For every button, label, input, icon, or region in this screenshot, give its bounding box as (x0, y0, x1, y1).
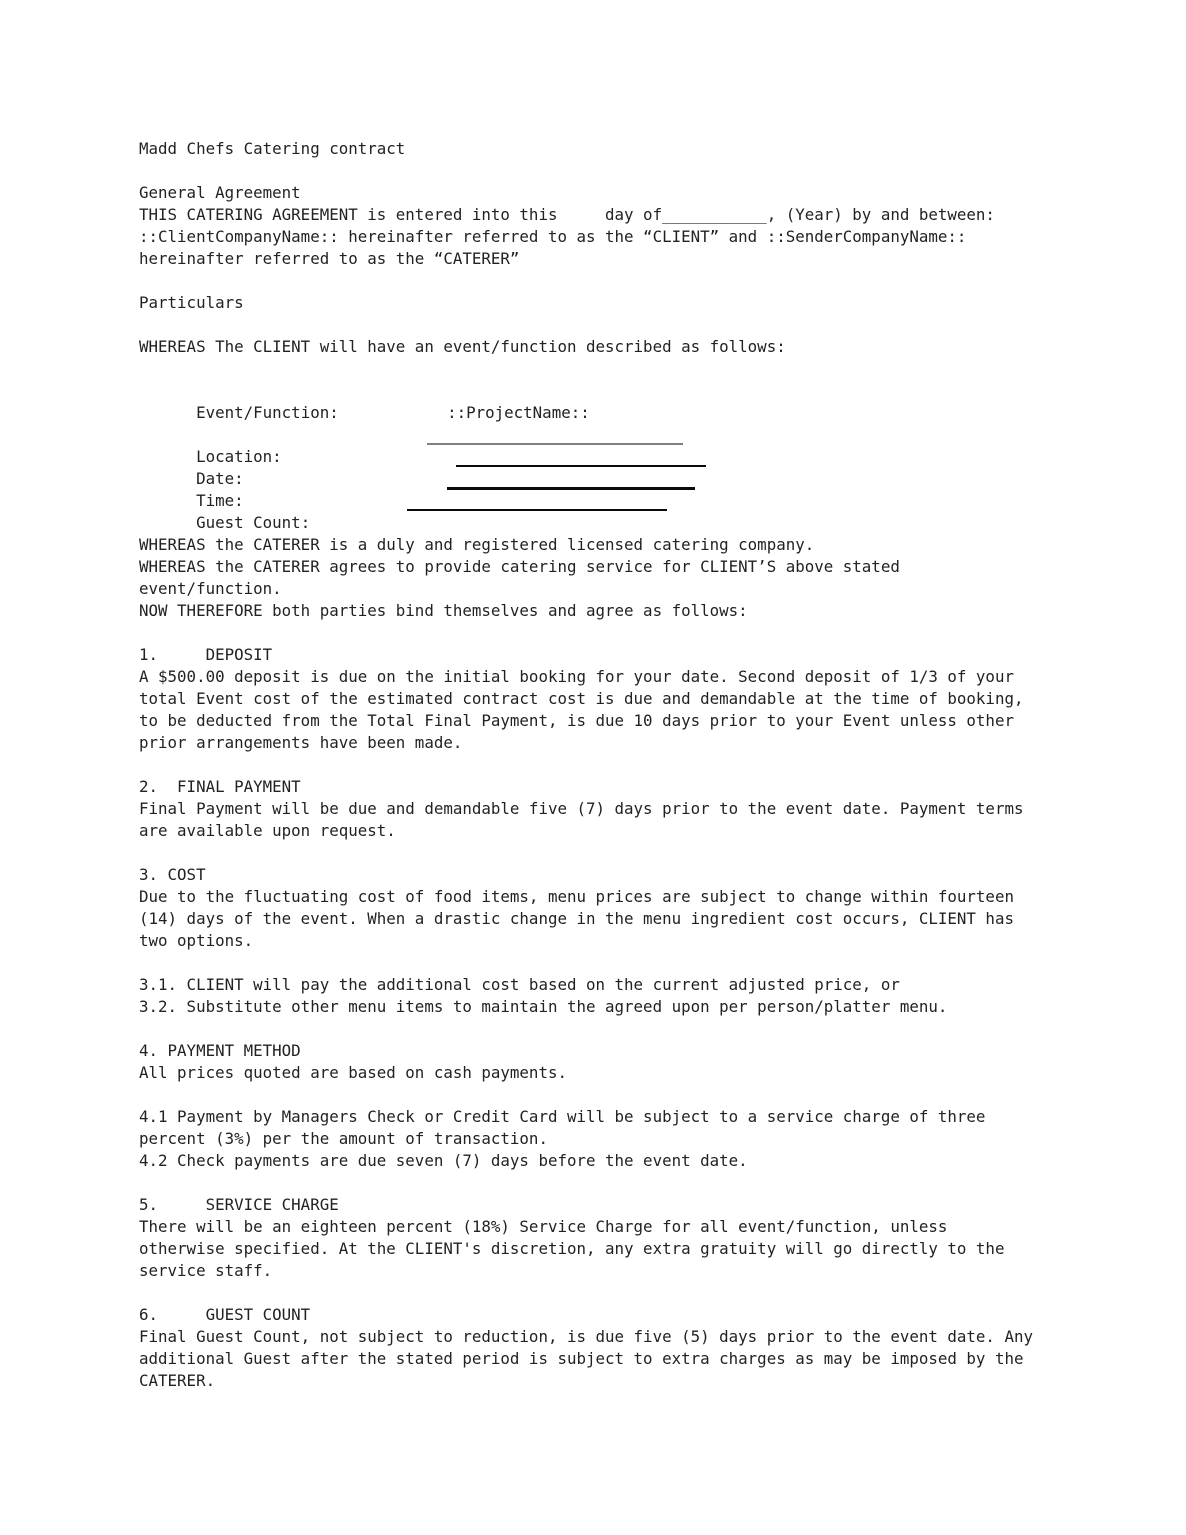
field-guest-count (139, 490, 1079, 532)
paragraph-line: two options. (139, 931, 254, 950)
general-agreement-heading: General Agreement (139, 183, 301, 202)
section-1-heading: 1. DEPOSIT (139, 645, 273, 664)
subclause-line: 4.1 Payment by Managers Check or Credit Card will be subject to a service charge of three (139, 1107, 986, 1126)
paragraph-line: to be deducted from the Total Final Payment, is due 10 days prior to your Event unless other (139, 711, 1014, 730)
event-function-label: Event/Function: (196, 403, 339, 422)
field-label: Time: (196, 491, 244, 510)
subclause-line: 3.2. Substitute other menu items to maintain the agreed upon per person/platter menu. (139, 997, 948, 1016)
blank-line (139, 1172, 1079, 1194)
subclause-line: 4.2 Check payments are due seven (7) days before the event date. (139, 1151, 748, 1170)
paragraph-line: THIS CATERING AGREEMENT is entered into this day of___________, (Year) by and between: (139, 205, 995, 224)
section-2-heading: 2. FINAL PAYMENT (139, 777, 301, 796)
field-label: Guest Count: (196, 513, 311, 532)
paragraph-line: Final Payment will be due and demandable five (7) days prior to the event date. Payment terms (139, 799, 1024, 818)
paragraph-line: prior arrangements have been made. (139, 733, 463, 752)
paragraph-line: service staff. (139, 1261, 273, 1280)
whereas-intro-line: WHEREAS The CLIENT will have an event/function described as follows: (139, 337, 786, 356)
subclause-line: percent (3%) per the amount of transaction. (139, 1129, 548, 1148)
blank-line (139, 952, 1079, 974)
particulars-heading: Particulars (139, 293, 244, 312)
blank-line (139, 1018, 1079, 1040)
paragraph-line: otherwise specified. At the CLIENT's discretion, any extra gratuity will go directly to the (139, 1239, 1005, 1258)
paragraph-line: Final Guest Count, not subject to reduction, is due five (5) days prior to the event date. Any (139, 1327, 1033, 1346)
whereas-line: event/function. (139, 579, 282, 598)
blank-line (139, 160, 1079, 182)
paragraph-line: additional Guest after the stated period is subject to extra charges as may be imposed by the (139, 1349, 1024, 1368)
whereas-line: WHEREAS the CATERER is a duly and registered licensed catering company. (139, 535, 815, 554)
paragraph-line: (14) days of the event. When a drastic change in the menu ingredient cost occurs, CLIENT has (139, 909, 1014, 928)
paragraph-line: CATERER. (139, 1371, 216, 1390)
whereas-line: NOW THEREFORE both parties bind themselves and agree as follows: (139, 601, 748, 620)
event-function-row (139, 380, 1079, 422)
blank-line (139, 270, 1079, 292)
blank-line (139, 1084, 1079, 1106)
blank-line (139, 842, 1079, 864)
field-label: Location: (196, 447, 282, 466)
blank-line (139, 622, 1079, 644)
section-3-heading: 3. COST (139, 865, 206, 884)
section-6-heading: 6. GUEST COUNT (139, 1305, 311, 1324)
blank-line (139, 314, 1079, 336)
field-label: Date: (196, 469, 244, 488)
paragraph-line: A $500.00 deposit is due on the initial booking for your date. Second deposit of 1/3 of your (139, 667, 1014, 686)
paragraph-line: Due to the fluctuating cost of food items, menu prices are subject to change within fourteen (139, 887, 1014, 906)
paragraph-line: There will be an eighteen percent (18%) Service Charge for all event/function, unless (139, 1217, 948, 1236)
subclause-line: 3.1. CLIENT will pay the additional cost based on the current adjusted price, or (139, 975, 900, 994)
blank-line (139, 1282, 1079, 1304)
paragraph-line: hereinafter referred to as the “CATERER” (139, 249, 520, 268)
whereas-line: WHEREAS the CATERER agrees to provide catering service for CLIENT’S above stated (139, 557, 900, 576)
section-4-heading: 4. PAYMENT METHOD (139, 1041, 301, 1060)
blank-line (139, 754, 1079, 776)
section-5-heading: 5. SERVICE CHARGE (139, 1195, 339, 1214)
document-title: Madd Chefs Catering contract (139, 139, 406, 158)
guest-count-underline (407, 509, 667, 511)
paragraph-line: ::ClientCompanyName:: hereinafter referred to as the “CLIENT” and ::SenderCompanyName:: (139, 227, 967, 246)
event-function-value: ::ProjectName:: (447, 403, 590, 422)
paragraph-line: All prices quoted are based on cash payments. (139, 1063, 567, 1082)
paragraph-line: are available upon request. (139, 821, 396, 840)
blank-line (139, 358, 1079, 380)
contract-document (139, 138, 1079, 1392)
location-underline (427, 443, 683, 445)
paragraph-line: total Event cost of the estimated contract cost is due and demandable at the time of booking, (139, 689, 1024, 708)
date-underline (456, 465, 706, 467)
field-date (139, 446, 1079, 488)
field-location (139, 424, 1079, 466)
field-time (139, 468, 1079, 510)
